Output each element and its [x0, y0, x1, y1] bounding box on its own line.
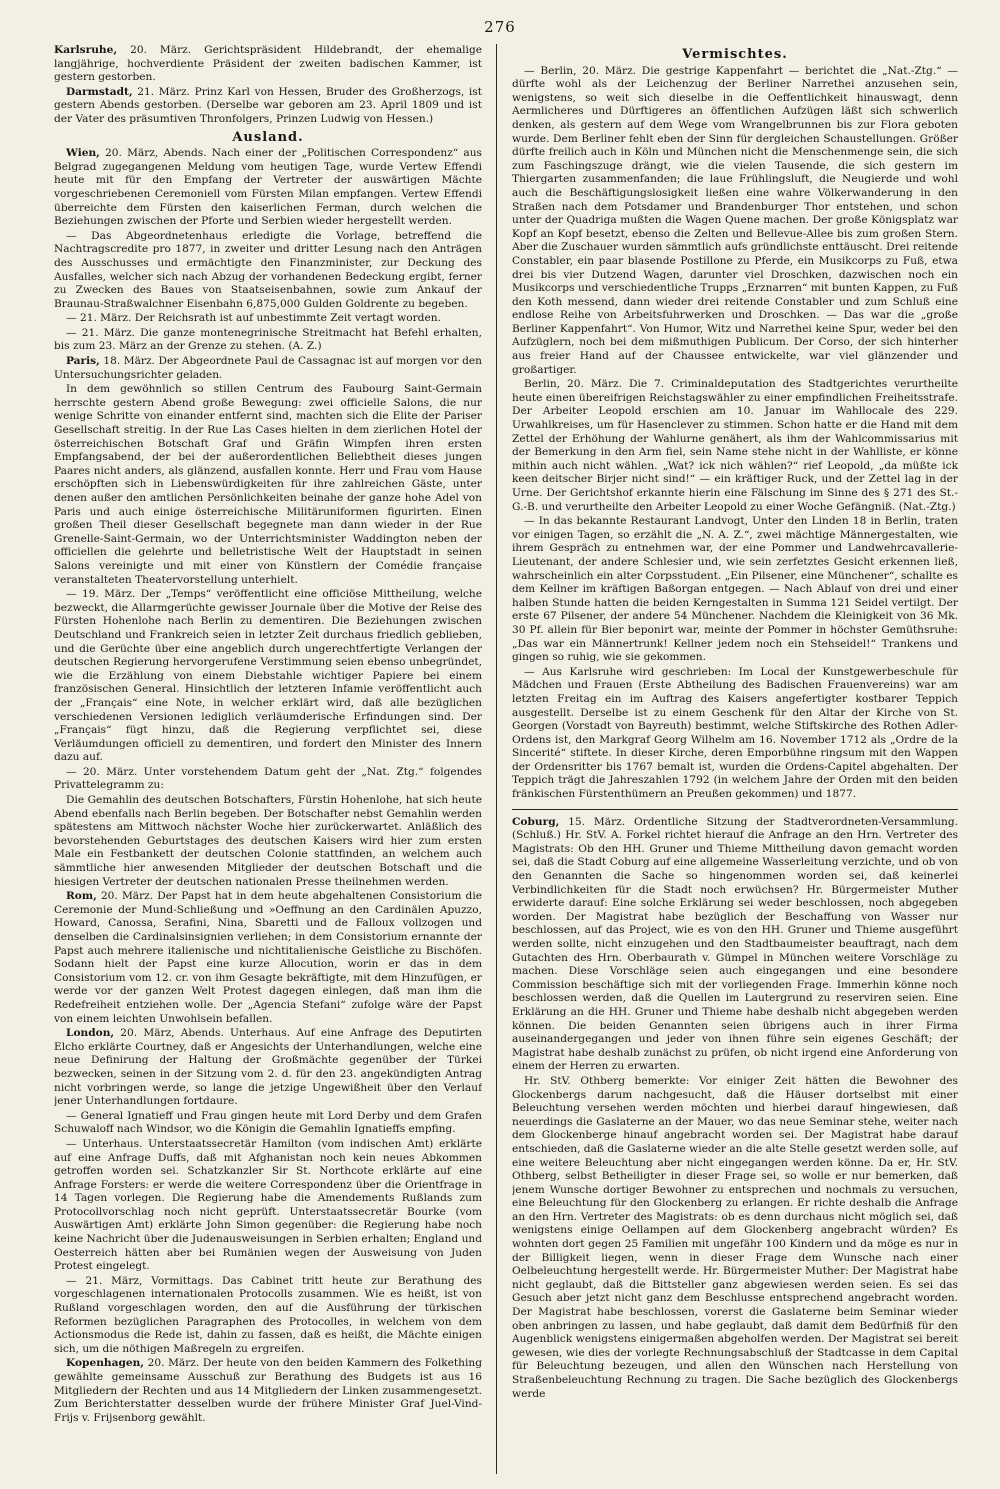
article-coburg: Coburg, 15. März. Ordentliche Sitzung der Stadtverordneten-Versammlung. (Schluß.) Hr. StV. A. Forkel richtet hierauf die Anfrage an den Hrn. Vertreter des Magistrats: Ob den HH. Gruner und Thieme Mittheilung davon gemacht worden sei, daß die Stadt Coburg auf eine allgemeine Wasserleitung verzichte, und ob von den Genannten die Sache so hingenommen worden sei, daß keinerlei Verbindlichkeiten für die Stadt noch erwüchsen? Hr. Bürgermeister Muther erwiderte darauf: Eine solche Erklärung sei weder beschlossen, noch abgegeben worden. Der Magistrat habe bezüglich der Beschaffung von Wasser nur beschlossen, auf das Project, wie es von den HH. Gruner und Thieme ausgeführt werden sollte, nicht einzugehen und den Stadtbaumeister beauftragt, nach dem Gutachten des Hrn. Oberbaurath v. Gümpel in München weitere Vorschläge zu machen. Diese Vorschläge seien auch eingegangen und eine besondere Commission beschäftige sich mit der vorliegenden Frage. Immerhin könne noch beschlossen werden, daß die Quellen im Lautergrund zu reserviren seien. Eine Erklärung an die HH. Gruner und Thieme habe deshalb nicht abgegeben werden können. Die beiden Genannten seien übrigens auch in ihrer Firma auseinandergegangen und jeder von ihnen führe sein eigenes Geschäft; der Magistrat habe deshalb zunächst zu prüfen, ob nicht irgend eine Anforderung von einem der Herren zu erwarten.: [512, 815, 958, 1073]
article-london: London, 20. März, Abends. Unterhaus. Auf eine Anfrage des Deputirten Elcho erklärte Courtney, daß er Angesichts der Unterhandlungen, welche eine neue Definirung der Haltung der Großmächte gegenüber der Türkei bezwecken, seinen in der Sitzung vom 2. d. für den 23. angekündigten Antrag nicht vorbringen werde, so lange die jetzige Ungewißheit über den Verlauf jener Unterhandlungen fortdaure.: [54, 1027, 482, 1108]
article-kopenhagen: Kopenhagen, 20. März. Der heute von den beiden Kammern des Folkething gewählte gemeinsame Ausschuß zur Berathung des Budgets ist aus 16 Mitgliedern der Rechten und aus 14 Mitgliedern der Linken zusammengesetzt. Zum Berichterstatter desselben wurde der frühere Minister Graf Juel-Vind-Frijs v. Frijsenborg gewählt.: [54, 1357, 482, 1424]
article-rom: Rom, 20. März. Der Papst hat in dem heute abgehaltenen Consistorium die Ceremonie der Mund-Schließung und »Oeffnung an den Cardinälen Apuzzo, Howard, Canossa, Serafini, Nina, Sbaretti und de Falloux vollzogen und denselben die Cardinalsinsignien verliehen; in dem Consistorium ernannte der Papst auch mehrere italienische und nichtitalienische Geistliche zu Bischöfen. Sodann hielt der Papst eine kurze Allocution, worin er das in dem Consistorium vom 12. cr. von ihm Gesagte bekräftigte, mit dem Hinzufügen, er werde vor der ganzen Welt Protest dagegen einlegen, daß man ihm die Redefreiheit entziehen wolle. Der „Agencia Stefani“ zufolge wäre der Papst von einem leichten Unwohlsein befallen.: [54, 890, 482, 1025]
article-paragraph: — Das Abgeordnetenhaus erledigte die Vorlage, betreffend die Nachtragscredite pro 1877, in zweiter und dritter Lesung nach den Anträgen des Ausschusses und ermächtigte den Finanzminister, zur Deckung des Ausfalles, welcher sich nach Abzug der vorhandenen Bedeckung ergibt, ferner zu Zwecken des Baues von Staatseisenbahnen, sowie zum Ankauf der Braunau-Straßwalchner Eisenbahn 6,875,000 Gulden Goldrente zu begeben.: [54, 229, 482, 310]
column-divider: [496, 44, 497, 1474]
article-paragraph: — 19. März. Der „Temps“ veröffentlicht eine officiöse Mittheilung, welche bezweckt, die Allarmgerüchte gewisser Journale über die Motive der Reise des Fürsten Hohenlohe nach Berlin zu dementiren. Die Beziehungen zwischen Deutschland und Frankreich seien in letzter Zeit durchaus friedlich geblieben, und die Gerüchte über eine angeblich durch ungerechtfertigte Verlangen der deutschen Regierung hervorgerufene Verstimmung seien ebenso unbegründet, wie die Erzählung von einem Diebstahle wichtiger Papiere bei einem französischen General. Hinsichtlich der letzteren Infamie veröffentlicht auch der „Français“ eine Note, in welcher erklärt wird, daß alle bezüglichen verschiedenen Versionen lediglich verläumderische Erfindungen sind. Der „Français“ fügt hinzu, daß die Regierung verpflichtet sei, diese Verläumdungen officiell zu dementiren, und fordert den Minister des Innern dazu auf.: [54, 588, 482, 764]
article-paragraph: Die Gemahlin des deutschen Botschafters, Fürstin Hohenlohe, hat sich heute Abend ebenfalls nach Berlin begeben. Der Botschafter nebst Gemahlin werden spätestens am Mittwoch nächster Woche hier zurückerwartet. Anläßlich des bevorstehenden Geburtstages des deutschen Kaisers wird hier zum ersten Male ein Festbankett der deutschen Colonie stattfinden, an welchem auch sämmtliche hier anwesenden Mitglieder der deutschen Botschaft und die hiesigen Vertreter der deutschen nationalen Presse theilnehmen werden.: [54, 794, 482, 888]
right-column: [512, 44, 958, 1474]
dateline: London,: [66, 1027, 115, 1040]
dateline: Coburg,: [512, 815, 560, 828]
page-number: 276: [484, 18, 516, 36]
section-heading-vermischtes: Vermischtes.: [682, 47, 788, 62]
dateline: Darmstadt,: [66, 85, 133, 98]
article-paragraph: Hr. StV. Othberg bemerkte: Vor einiger Zeit hätten die Bewohner des Glockenbergs darum nachgesucht, daß die Häuser dortselbst mit einer Beleuchtung versehen werden möchten und hierbei darauf hingewiesen, daß neuerdings die Gaslaterne an der Mauer, wo das neue Seminar stehe, weiter nach dem Glockenberge hinauf angebracht worden sei. Der Magistrat habe darauf entschieden, daß die Gaslaterne wieder an die alte Stelle gesetzt werden solle, auf eine weitere Beleuchtung aber nicht eingegangen werden könne. Da er, Hr. StV. Othberg, selbst Betheiligter in dieser Frage sei, so wolle er nur bemerken, daß jenem Wunsche dortiger Bewohner zu entsprechen und nochmals zu versuchen, eine Beleuchtung für den Glockenberg zu erlangen. Er richte deshalb die Anfrage an den Hrn. Vertreter des Magistrats: ob es denn durchaus nicht möglich sei, daß wenigstens einige Oellampen auf dem Glockenberg angebracht würden? Es wohnten dort gegen 25 Familien mit ungefähr 100 Kindern und da möge es nur in der Billigkeit liegen, wenn in dieser Frage dem Wunsche nach einer Oelbeleuchtung hergestellt werde. Hr. Bürgermeister Muther: Der Magistrat habe nicht geglaubt, daß die Bittsteller ganz abgewiesen werden seien. Es sei das Gesuch aber jetzt nicht ganz dem Beschlusse entsprechend angebracht worden. Der Magistrat habe beschlossen, vorerst die Gaslaterne beim Seminar wieder oben anbringen zu lassen, und habe geglaubt, daß damit dem Bedürfniß für den Augenblick wenigstens einigermaßen abgeholfen werden. Der Magistrat sei bereit gewesen, wie dies der vorlegte Rechnungsabschluß der Stadtcasse in dem Capital für Beleuchtung bezeugen, und allen den Wünschen nach Herstellung von Straßenbeleuchtung Rechnung zu tragen. Die Sache bezüglich des Glockenbergs werde: [512, 1074, 958, 1400]
article-paragraph: — General Ignatieff und Frau gingen heute mit Lord Derby und dem Grafen Schuwaloff nach Windsor, wo die Königin die Gemahlin Ignatieffs empfing.: [54, 1109, 482, 1136]
article-wien: Wien, 20. März, Abends. Nach einer der „Politischen Correspondenz“ aus Belgrad zugegangenen Meldung vom heutigen Tage, wurde Vertew Effendi heute mit für den Empfang der Vertreter der auswärtigen Mächte vorgeschriebenen Ceremoniell vom Fürsten Milan empfangen. Vertew Effendi überreichte dem Fürsten den kaiserlichen Ferman, durch welchen die Beziehungen zwischen der Pforte und Serbien wieder hergestellt werden.: [54, 147, 482, 228]
article-paragraph: — Berlin, 20. März. Die gestrige Kappenfahrt — berichtet die „Nat.-Ztg.“ — dürfte wohl als der Leichenzug der Berliner Narrethei anzusehen sein, wenigstens, so weit sich dieselbe in die Oeffentlichkeit hinauswagt, denn Aermlicheres und Dürftigeres an öffentlichen Aufzügen läßt sich schwerlich denken, als gestern auf dem Wege vom Wrangelbrunnen bis zur Flora geboten wurde. Dem Berliner fehlt eben der Sinn für dergleichen Schaustellungen. Größer dürfte freilich auch in Köln und München nicht die Menschenmenge sein, die sich zum Faschingszuge drängt, wie die vielen Tausende, die sich gestern im Thiergarten zusammenfanden; die laue Frühlingsluft, die Neugierde und wohl auch die Beschäftigungslosigkeit ließen eine wahre Völkerwanderung in den Straßen nach dem Potsdamer und Brandenburger Thor entstehen, und schon unter der Quadriga mußten die Wagen Quene machen. Der große Königsplatz war Kopf an Kopf besetzt, ebenso die Zelten und Bellevue-Allee bis zum großen Stern. Aber die Zuschauer wurden sämmtlich aufs gründlichste enttäuscht. Drei reitende Constabler, ein paar blasende Postillone zu Pferde, ein Musikcorps zu Fuß, etwa drei bis vier Dutzend Wagen, darunter viel Droschken, dazwischen noch ein Musikcorps und verschiedentliche Trupps „Erznarren“ mit bunten Kappen, zu Fuß den Koth messend, dann wieder drei reitende Constabler und zum Schluß eine endlose Reihe von Arbeitsfuhrwerken und Droschken. — Das war die „große Berliner Kappenfahrt“. Von Humor, Witz und Narrethei keine Spur, weder bei den Aufzüglern, noch bei dem mißmuthigen Publicum. Der Corso, der sich hinterher aus freier Hand auf der Chaussee entwickelte, war viel glänzender und großartiger.: [512, 64, 958, 376]
dateline: Rom,: [66, 890, 97, 903]
section-heading-ausland: Ausland.: [232, 129, 304, 145]
left-column: [54, 44, 482, 1474]
dateline: Karlsruhe,: [54, 44, 118, 56]
dateline: Kopenhagen,: [66, 1357, 144, 1370]
article-karlsruhe: Karlsruhe, 20. März. Gerichtspräsident Hildebrandt, der ehemalige langjährige, hochverdiente Präsident der zweiten badischen Kammer, ist gestern gestorben.: [54, 44, 482, 84]
article-paragraph: — 21. März, Vormittags. Das Cabinet tritt heute zur Berathung des vorgeschlagenen internationalen Protocolls zusammen. Wie es heißt, ist von Rußland vorgeschlagen worden, den auf die Ausführung der türkischen Reformen bezüglichen Paragraphen des Protocolles, in welchem von dem Actionsmodus die Rede ist, dahin zu fassen, daß es heißt, die Mächte einigen sich, um die nöthigen Maßregeln zu ergreifen.: [54, 1274, 482, 1355]
article-paris: Paris, 18. März. Der Abgeordnete Paul de Cassagnac ist auf morgen vor den Untersuchungsrichter geladen.: [54, 355, 482, 381]
article-separator: [512, 809, 958, 810]
article-paragraph: — In das bekannte Restaurant Landvogt, Unter den Linden 18 in Berlin, traten vor einigen Tagen, so erzählt die „N. A. Z.“, zwei mächtige Männergestalten, wie ihrem Gespräch zu entnehmen war, der eine Pommer und Landwehrcavallerie-Lieutenant, der andere Schlesier und, wie sein zerfetztes Gesicht erkennen ließ, wahrscheinlich ein alter Corpsstudent. „Ein Pilsener, eine Münchener“, schallte es dem Kellner im kräftigen Baßorgan entgegen. — Nach Ablauf von drei und einer halben Stunde hatten die beiden Kerngestalten in Summa 121 Seidel vertilgt. Der erste 67 Pilsener, der andere 54 Münchener. Nachdem die Kleinigkeit von 36 Mk. 30 Pf. allein für Bier beponirt war, meinte der Pommer in höchster Gemüthsruhe: „Das war ein Männertrunk! Kellner jedem noch ein Stehseidel!“ Trankens und gingen so ruhig, wie sie gekommen.: [512, 515, 958, 664]
article-paragraph: — Aus Karlsruhe wird geschrieben: Im Local der Kunstgewerbeschule für Mädchen und Frauen (Erste Abtheilung des Badischen Frauenvereins) war am letzten Freitag ein im Auftrag des Kaisers angefertigter kostbarer Teppich ausgestellt. Derselbe ist zu einem Geschenk für den Altar der Kirche von St. Georgen (Vorstadt von Bayreuth) bestimmt, welche Stiftskirche des Rothen Adler-Ordens ist, den Markgraf Georg Wilhelm am 16. November 1712 als „Ordre de la Sincerité“ stiftete. In dieser Kirche, deren Emporbühne ringsum mit den Wappen der Ordensritter bis 1767 bemalt ist, wurden die Ordens-Capitel abgehalten. Der Teppich trägt die Jahreszahlen 1792 (in welchem Jahre der Orden mit den beiden fränkischen Fürstenthümern an Preußen gekommen) und 1877.: [512, 665, 958, 801]
article-paragraph: — 21. März. Die ganze montenegrinische Streitmacht hat Befehl erhalten, bis zum 23. März an der Grenze zu stehen. (A. Z.): [54, 326, 482, 353]
article-paragraph: — 20. März. Unter vorstehendem Datum geht der „Nat. Ztg.“ folgendes Privattelegramm zu:: [54, 765, 482, 792]
article-paragraph: — 21. März. Der Reichsrath ist auf unbestimmte Zeit vertagt worden.: [66, 312, 441, 325]
article-darmstadt: Darmstadt, 21. März. Prinz Karl von Hessen, Bruder des Großherzogs, ist gestern Abends gestorben. (Derselbe war geboren am 23. April 1809 und ist der Vater des präsumtiven Thronfolgers, Prinzen Ludwig von Hessen.): [54, 85, 482, 125]
article-paragraph: — Unterhaus. Unterstaatssecretär Hamilton (vom indischen Amt) erklärte auf eine Anfrage Duffs, daß mit Afghanistan noch kein neues Abkommen getroffen worden sei. Schatzkanzler Sir St. Northcote erklärte auf eine Anfrage Forsters: er werde die weitere Correspondenz über die Orientfrage in 14 Tagen vorlegen. Die Regierung habe die Amendements Rußlands zum Protocollvorschlag noch nicht geprüft. Unterstaatssecretär Bourke (vom Auswärtigen Amt) erklärte John Simon gegenüber: die Regierung habe noch keine Nachricht über die Judenausweisungen in Serbien erhalten; England und Oesterreich hätten aber bei Rumänien wegen der Ausweisung von Juden Protest eingelegt.: [54, 1137, 482, 1273]
article-paragraph: In dem gewöhnlich so stillen Centrum des Faubourg Saint-Germain herrschte gestern Abend große Bewegung: zwei officielle Salons, die nur wenige Schritte von einander entfernt sind, machten sich die Elite der Pariser Gesellschaft streitig. In der Rue Las Cases hielten in dem zierlichen Hotel der österreichischen Botschaft Graf und Gräfin Wimpfen ihren ersten Empfangsabend, der bei der außerordentlichen Beliebtheit dieses jungen Paares nicht anders, als glänzend, ausfallen konnte. Herr und Frau vom Hause erschöpften sich in Liebenswürdigkeiten für ihre zahlreichen Gäste, unter denen außer den amtlichen Persönlichkeiten beinahe der ganze hohe Adel von Paris und auch einige österreichische Militäruniformen figurirten. Einen großen Theil dieser Gesellschaft begegnete man dann wieder in der Rue Grenelle-Saint-Germain, wo der Unterrichtsminister Waddington neben der officiellen die gelehrte und belletristische Welt der Hauptstadt in seinen Salons vereinigte und mit einer von Künstlern der Comédie française veranstalteten Theatervorstellung unterhielt.: [54, 383, 482, 586]
dateline: Paris,: [66, 355, 100, 368]
article-paragraph: Berlin, 20. März. Die 7. Criminaldeputation des Stadtgerichtes verurtheilte heute einen übereifrigen Reichstagswähler zu einer empfindlichen Freiheitsstrafe. Der Arbeiter Leopold erschien am 10. Januar im Wahllocale des 229. Urwahlkreises, um für Hasenclever zu stimmen. Schon hatte er die Hand mit dem Zettel der Erhöhung der Wahlurne genähert, als ihm der Wahlcommissarius mit der Bemerkung in den Arm fiel, sein Name stehe nicht in der Wahlliste, er könne mithin auch nicht wählen. „Wat? ick nich wählen?“ rief Leopold, „da müßte ick keen deitscher Birjer nicht sind!“ — ein kräftiger Ruck, und der Zettel lag in der Urne. Der Gerichtshof erkannte hierin eine Fälschung im Sinne des § 271 des St.-G.-B. und verurtheilte den Arbeiter Leopold zu einer Woche Gefängniß. (Nat.-Ztg.): [512, 378, 958, 513]
dateline: Wien,: [66, 147, 100, 160]
